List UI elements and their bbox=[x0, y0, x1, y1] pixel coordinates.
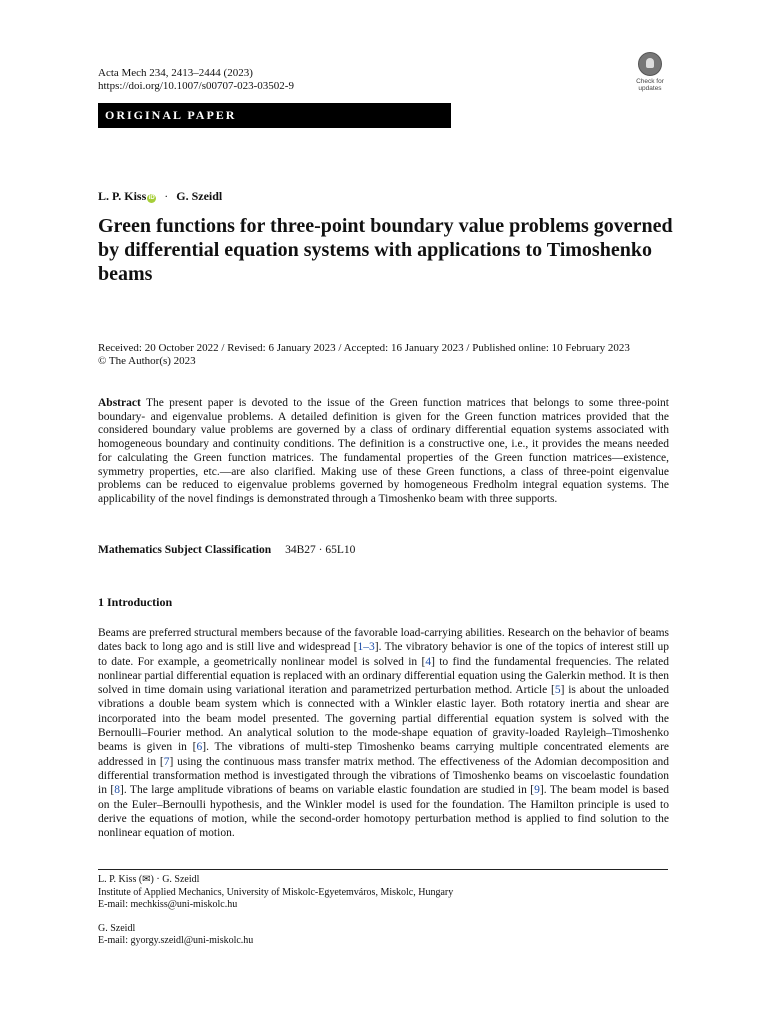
abstract-text: The present paper is devoted to the issue of the Green function matrices that belongs to some three-point boundary- and eigenvalue problems. A detailed definition is given for the Green function matrices provided that the considered boundary value problems are governed by a class of ordinary differential equation systems associated with homogeneous boundary and continuity conditions. The definition is a constructive one, i.e., it provides the means needed for calculating the Green function matrices. The fundamental properties of the Green function matrices—existence, symmetry properties, etc.—are also clarified. Making use of these Green functions, a class of three-point eigenvalue problems can be reduced to eigenvalue problems governed by homogeneous Fredholm integral equation systems. The applicability of the novel findings is demonstrated through a Timoshenko beam with three supports. bbox=[98, 397, 670, 505]
intro-text: ]. The large amplitude vibrations of beams on variable elastic foundation are studied in [ bbox=[119, 784, 535, 797]
intro-text: ]. The vibrations of multi-step Timoshenko beams carrying multiple concentrated elements are addressed in [ bbox=[98, 741, 670, 768]
crossmark-icon bbox=[638, 52, 662, 76]
article-type-label: ORIGINAL PAPER bbox=[105, 108, 237, 122]
author-first[interactable]: L. P. Kiss bbox=[98, 189, 147, 203]
paper-title: Green functions for three-point boundary value problems governed by differential equation systems with applications to Timoshenko beams bbox=[98, 215, 673, 285]
check-for-updates-badge[interactable] bbox=[630, 52, 670, 92]
citation-link[interactable]: 5 bbox=[554, 684, 561, 697]
article-type-banner bbox=[98, 103, 451, 128]
author-separator: · bbox=[164, 189, 169, 203]
intro-text: ] is about the unloaded vibrations a double beam system which is connected with a Winkler elastic layer. Both rotatory inertia and shear are incorporated into the beam model presented. The governing partial differential equation system is solved with the Bernoulli–Fourier method. An analytical solution to the mode-shape equation of gravity-loaded Rayleigh–Timoshenko beams is given in [ bbox=[98, 684, 669, 754]
doi-link[interactable]: https://doi.org/10.1007/s00707-023-03502-9 bbox=[98, 80, 294, 92]
author-second[interactable]: G. Szeidl bbox=[176, 189, 223, 203]
citation-link[interactable]: 6 bbox=[196, 741, 203, 754]
footnote-divider bbox=[98, 869, 668, 870]
abstract-label: Abstract bbox=[98, 397, 141, 409]
footnote-author-szeidl: G. Szeidl bbox=[98, 922, 136, 934]
badge-line1: Check for bbox=[636, 78, 664, 85]
intro-paragraph bbox=[98, 626, 669, 840]
citation-link[interactable]: 7 bbox=[163, 755, 170, 768]
footnote-affiliation: Institute of Applied Mechanics, University of Miskolc-Egyetemváros, Miskolc, Hungary bbox=[98, 886, 454, 898]
section-heading: 1 Introduction bbox=[98, 595, 173, 609]
intro-text: ] to find the fundamental frequencies. The related nonlinear partial differential equation is replaced with an ordinary differential equation using the Galerkin method. It is then solved in time domain using variational iteration and parametrized perturbation method. Article [ bbox=[98, 655, 670, 697]
intro-text: ]. The vibratory behavior is one of the topics of interest still up to date. For example, a geometrically nonlinear model is solved in [ bbox=[98, 641, 669, 668]
footnote-email-szeidl[interactable]: E-mail: gyorgy.szeidl@uni-miskolc.hu bbox=[98, 935, 254, 946]
footnote-email-kiss[interactable]: E-mail: mechkiss@uni-miskolc.hu bbox=[98, 899, 238, 910]
journal-citation: Acta Mech 234, 2413–2444 (2023) bbox=[98, 67, 253, 79]
msc-codes: 34B27 · 65L10 bbox=[285, 544, 356, 556]
msc-classification bbox=[98, 544, 355, 556]
intro-text: ] using the continuous mass transfer matrix method. The effectiveness of the Adomian decomposition and differential transformation method is investigated through the vibrations of Timoshenko beams on viscoelastic foundation in [ bbox=[98, 755, 669, 797]
journal-info bbox=[98, 67, 294, 93]
intro-text: Beams are preferred structural members because of the favorable load-carrying abilities. Research on the behavior of beams dates back to long ago and is still live and widespread [ bbox=[98, 627, 669, 654]
badge-line2: updates bbox=[638, 85, 662, 92]
citation-link[interactable]: 9 bbox=[534, 784, 540, 797]
abstract bbox=[98, 397, 669, 507]
copyright-line: © The Author(s) 2023 bbox=[98, 355, 196, 367]
author-list bbox=[98, 189, 222, 204]
citation-link[interactable]: 8 bbox=[114, 784, 120, 797]
footnote-authors: L. P. Kiss (✉) · G. Szeidl bbox=[98, 874, 200, 885]
dates-line: Received: 20 October 2022 / Revised: 6 January 2023 / Accepted: 16 January 2023 / Published online: 10 February 2023 bbox=[98, 342, 630, 354]
citation-link[interactable]: 1–3 bbox=[357, 641, 375, 654]
orcid-icon[interactable]: iD bbox=[148, 195, 155, 201]
author-footnote bbox=[98, 874, 668, 948]
publication-dates bbox=[98, 342, 678, 368]
citation-link[interactable]: 4 bbox=[425, 655, 432, 668]
intro-text: ]. The beam model is based on the Euler–Bernoulli hypothesis, and the Winkler model is used for the foundation. The Hamilton principle is used to derive the equations of motion, while the second-order homotopy perturbation method is applied to find solution to the nonlinear equation of motion. bbox=[98, 784, 669, 840]
msc-label: Mathematics Subject Classification bbox=[98, 544, 272, 556]
